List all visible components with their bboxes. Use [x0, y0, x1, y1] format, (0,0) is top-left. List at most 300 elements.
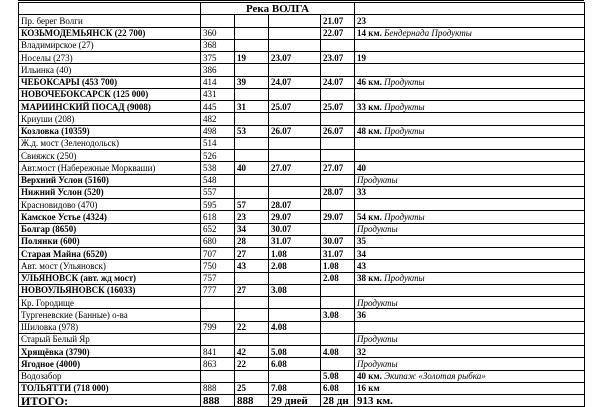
place-name	[21, 200, 97, 210]
note-content: Продукты	[357, 334, 398, 345]
leg-km-cell: 34	[235, 223, 269, 235]
leg-km-cell: 53	[235, 125, 269, 137]
place-name: Старый Белый Яр	[21, 334, 90, 345]
table-row	[19, 370, 585, 382]
arrival-date-cell	[269, 137, 321, 149]
arrival-date-cell: 6.08	[269, 358, 321, 370]
place-name-cell	[19, 382, 201, 394]
table-row	[19, 346, 585, 358]
place-name-cell	[19, 15, 201, 27]
distance-km-cell: 618	[201, 211, 235, 223]
arrival-date-cell: 30.07	[269, 223, 321, 235]
table-row	[19, 125, 585, 137]
place-name: Болгар (8650)	[21, 224, 77, 235]
distance-km-cell	[201, 15, 235, 27]
top-border	[18, 0, 584, 3]
note-cell	[355, 27, 585, 39]
leg-km-cell	[235, 39, 269, 51]
departure-date-cell: 27.07	[321, 162, 355, 174]
place-name: ТОЛЬЯТТИ (718 000)	[21, 383, 109, 394]
note-distance: 14 км.	[357, 28, 385, 39]
leg-km-cell: 57	[235, 199, 269, 211]
note-cell	[355, 382, 585, 394]
table-row	[19, 248, 585, 260]
place-name-cell	[19, 297, 201, 309]
table-row	[19, 64, 585, 76]
table-row	[19, 52, 585, 64]
distance-km-cell: 482	[201, 113, 235, 125]
table-row	[19, 333, 585, 345]
table-row	[19, 39, 585, 51]
place-name-cell	[19, 101, 201, 113]
leg-km-cell	[235, 88, 269, 100]
note-content	[357, 102, 425, 112]
distance-km-cell: 431	[201, 88, 235, 100]
leg-km-cell: 28	[235, 235, 269, 247]
document-page	[18, 0, 584, 407]
note-cell	[355, 333, 585, 345]
note-content	[357, 28, 472, 38]
departure-date-cell: 30.07	[321, 235, 355, 247]
place-name: Ж.д. мост (Зеленодольск)	[21, 138, 119, 149]
place-name-cell	[19, 150, 201, 162]
distance-km-cell: 652	[201, 223, 235, 235]
table-row	[19, 321, 585, 333]
note-cell	[355, 235, 585, 247]
leg-km-cell	[235, 272, 269, 284]
place-name-cell	[19, 76, 201, 88]
table-row	[19, 15, 585, 27]
note-cell	[355, 64, 585, 76]
departure-date-cell: 4.08	[321, 346, 355, 358]
note-cell	[355, 223, 585, 235]
leg-km-cell: 42	[235, 346, 269, 358]
leg-km-cell: 23	[235, 211, 269, 223]
note-cell	[355, 321, 585, 333]
note-cell	[355, 174, 585, 186]
table-row	[19, 113, 585, 125]
leg-km-cell: 31	[235, 101, 269, 113]
underlined-text: Авт.мост (Набережные Моркваши)	[21, 162, 156, 173]
table-row	[19, 101, 585, 113]
departure-date-cell: 2.08	[321, 272, 355, 284]
place-name: МАРИИНСКИЙ ПОСАД (9008)	[21, 101, 151, 112]
departure-date-cell	[321, 199, 355, 211]
arrival-date-cell: 27.07	[269, 162, 321, 174]
table-row	[19, 223, 585, 235]
place-name-cell	[19, 113, 201, 125]
leg-km-cell: 27	[235, 248, 269, 260]
arrival-date-cell	[269, 333, 321, 345]
distance-km-cell	[201, 297, 235, 309]
departure-date-cell	[321, 333, 355, 345]
note-content: 36	[357, 309, 367, 320]
note-cell	[355, 297, 585, 309]
arrival-date-cell: 7.08	[269, 382, 321, 394]
distance-km-cell: 445	[201, 101, 235, 113]
leg-km-cell: 22	[235, 321, 269, 333]
place-name-cell	[19, 64, 201, 76]
place-name-cell	[19, 88, 201, 100]
note-cell	[355, 150, 585, 162]
table-row	[19, 272, 585, 284]
distance-km-cell: 386	[201, 64, 235, 76]
place-name	[21, 53, 73, 63]
distance-km-cell: 360	[201, 27, 235, 39]
leg-km-cell: 27	[235, 284, 269, 296]
departure-date-cell	[321, 223, 355, 235]
place-name	[21, 126, 90, 136]
place-name-cell	[19, 39, 201, 51]
distance-km-cell	[201, 370, 235, 382]
note-cell	[355, 260, 585, 272]
note-content: 33	[357, 187, 367, 198]
distance-km-cell: 680	[201, 235, 235, 247]
place-name-cell	[19, 186, 201, 198]
note-content: Продукты	[357, 358, 398, 369]
place-name-cell	[19, 346, 201, 358]
place-name-cell	[19, 358, 201, 370]
table-row	[19, 27, 585, 39]
place-name: Полянки (600)	[21, 236, 80, 247]
note-cell	[355, 186, 585, 198]
note-content: 19	[357, 52, 367, 63]
place-name-cell	[19, 223, 201, 235]
arrival-date-cell: 28.07	[269, 199, 321, 211]
leg-km-cell: 22	[235, 358, 269, 370]
place-name: Владимирское (27)	[21, 40, 94, 51]
note-distance: 38 км.	[357, 273, 385, 284]
note-cell	[355, 211, 585, 223]
arrival-date-cell: 4.08	[269, 321, 321, 333]
arrival-date-cell	[269, 309, 321, 321]
distance-km-cell: 414	[201, 76, 235, 88]
place-name	[21, 322, 78, 332]
arrival-date-cell	[269, 39, 321, 51]
place-name: Криуши (208)	[21, 113, 75, 124]
note-text: Продукты	[429, 28, 472, 39]
underlined-text: Носелы (273)	[21, 52, 73, 63]
departure-date-cell: 25.07	[321, 101, 355, 113]
total-arrival-date-cell: 29 дней	[269, 395, 321, 407]
leg-km-cell	[235, 174, 269, 186]
distance-km-cell: 375	[201, 52, 235, 64]
departure-date-cell: 29.07	[321, 211, 355, 223]
arrival-date-cell	[269, 297, 321, 309]
note-cell	[355, 76, 585, 88]
departure-date-cell	[321, 174, 355, 186]
distance-km-cell: 750	[201, 260, 235, 272]
table-row	[19, 260, 585, 272]
note-content	[357, 273, 425, 283]
note-content	[357, 371, 486, 381]
place-name-cell	[19, 27, 201, 39]
place-name: Нижний Услон (520)	[21, 187, 104, 198]
arrival-date-cell	[269, 370, 321, 382]
arrival-date-cell: 29.07	[269, 211, 321, 223]
place-name: НОВОЧЕБОКСАРСК (125 000)	[21, 89, 149, 100]
note-content: 43	[357, 260, 367, 271]
total-row	[19, 395, 585, 407]
table-row	[19, 174, 585, 186]
underlined-text: Шиловка (978)	[21, 322, 79, 333]
note-distance: 46 км.	[357, 77, 385, 88]
departure-date-cell	[321, 358, 355, 370]
leg-km-cell	[235, 370, 269, 382]
place-name: Ильинка (40)	[21, 64, 72, 75]
arrival-date-cell	[269, 15, 321, 27]
table-row	[19, 137, 585, 149]
arrival-date-cell: 26.07	[269, 125, 321, 137]
total-note-cell: 913 км.	[355, 395, 585, 407]
leg-km-cell	[235, 186, 269, 198]
note-cell	[355, 272, 585, 284]
place-name-cell	[19, 52, 201, 64]
leg-km-cell	[235, 297, 269, 309]
leg-km-cell	[235, 64, 269, 76]
note-content	[357, 126, 425, 136]
leg-km-cell	[235, 113, 269, 125]
note-cell	[355, 309, 585, 321]
note-cell	[355, 101, 585, 113]
place-name: Старая Майна (6520)	[21, 248, 108, 259]
note-content: Продукты	[357, 175, 398, 186]
distance-km-cell: 841	[201, 346, 235, 358]
departure-date-cell: 26.07	[321, 125, 355, 137]
departure-date-cell: 5.08	[321, 370, 355, 382]
total-label-cell: ИТОГО:	[19, 395, 201, 407]
distance-km-cell: 538	[201, 162, 235, 174]
distance-km-cell	[201, 333, 235, 345]
note-cell	[355, 346, 585, 358]
note-text: Продукты	[384, 211, 425, 222]
arrival-date-cell: 2.08	[269, 260, 321, 272]
place-name-cell	[19, 370, 201, 382]
distance-km-cell: 368	[201, 39, 235, 51]
note-cell	[355, 370, 585, 382]
note-distance: 40 км.	[357, 371, 385, 382]
place-name: НОВОУЛЬЯНОВСК (16033)	[21, 285, 136, 296]
note-text: Экипаж «Золотая рыбка»	[384, 371, 486, 382]
place-name-cell	[19, 272, 201, 284]
note-cell	[355, 358, 585, 370]
departure-date-cell: 21.07	[321, 15, 355, 27]
arrival-date-cell	[269, 113, 321, 125]
table-row	[19, 297, 585, 309]
note-cell	[355, 52, 585, 64]
departure-date-cell: 24.07	[321, 76, 355, 88]
place-name: Ягодное (4000)	[21, 358, 81, 369]
note-place: Бендернада	[384, 28, 430, 39]
title-empty-cell	[19, 3, 201, 15]
note-text: Продукты	[384, 126, 425, 137]
note-content: Продукты	[357, 224, 398, 235]
arrival-date-cell: 31.07	[269, 235, 321, 247]
note-content: 35	[357, 236, 367, 247]
underlined-text: Козловка (10359)	[21, 126, 90, 137]
route-table	[18, 2, 585, 407]
total-distance-km-cell: 888	[201, 395, 235, 407]
note-content: 34	[357, 248, 367, 259]
arrival-date-cell	[269, 150, 321, 162]
departure-date-cell: 28.07	[321, 186, 355, 198]
arrival-date-cell: 25.07	[269, 101, 321, 113]
table-row	[19, 382, 585, 394]
distance-km-cell: 888	[201, 382, 235, 394]
departure-date-cell: 6.08	[321, 382, 355, 394]
distance-km-cell: 757	[201, 272, 235, 284]
table-row	[19, 150, 585, 162]
note-content: 23	[357, 15, 367, 26]
departure-date-cell	[321, 284, 355, 296]
arrival-date-cell: 23.07	[269, 52, 321, 64]
leg-km-cell	[235, 15, 269, 27]
arrival-date-cell	[269, 272, 321, 284]
place-name: Свияжск (250)	[21, 150, 77, 161]
table-row	[19, 199, 585, 211]
total-departure-date-cell: 28 дн	[321, 395, 355, 407]
note-cell	[355, 39, 585, 51]
note-text: Продукты	[384, 101, 425, 112]
table-row	[19, 186, 585, 198]
leg-km-cell	[235, 27, 269, 39]
distance-km-cell: 595	[201, 199, 235, 211]
place-name	[21, 298, 74, 308]
distance-km-cell: 557	[201, 186, 235, 198]
leg-km-cell: 19	[235, 52, 269, 64]
note-content: 40	[357, 162, 367, 173]
departure-date-cell	[321, 137, 355, 149]
note-distance: 54 км.	[357, 211, 385, 222]
place-name: Водозабор	[21, 371, 62, 382]
place-name-cell	[19, 199, 201, 211]
table-title-row	[19, 3, 585, 15]
departure-date-cell: 1.08	[321, 260, 355, 272]
place-name	[21, 163, 155, 173]
distance-km-cell: 514	[201, 137, 235, 149]
place-name-cell	[19, 309, 201, 321]
note-content	[357, 212, 425, 222]
place-name: Авт. мост (Ульяновск)	[21, 260, 106, 271]
departure-date-cell: 3.08	[321, 309, 355, 321]
place-name-cell	[19, 260, 201, 272]
leg-km-cell	[235, 333, 269, 345]
note-content	[357, 77, 425, 87]
table-row	[19, 211, 585, 223]
table-row	[19, 88, 585, 100]
distance-km-cell	[201, 309, 235, 321]
distance-km-cell: 707	[201, 248, 235, 260]
leg-km-cell	[235, 309, 269, 321]
place-name-cell	[19, 211, 201, 223]
note-cell	[355, 15, 585, 27]
note-content: 32	[357, 346, 367, 357]
note-text: Продукты	[384, 273, 425, 284]
distance-km-cell: 498	[201, 125, 235, 137]
distance-km-cell: 548	[201, 174, 235, 186]
place-name: Камское Устье (4324)	[21, 211, 107, 222]
note-cell	[355, 88, 585, 100]
place-name-cell	[19, 333, 201, 345]
departure-date-cell: 22.07	[321, 27, 355, 39]
note-text: Продукты	[384, 77, 425, 88]
title-empty-cell	[355, 3, 585, 15]
place-name-cell	[19, 248, 201, 260]
arrival-date-cell: 5.08	[269, 346, 321, 358]
leg-km-cell	[235, 150, 269, 162]
table-row	[19, 76, 585, 88]
leg-km-cell: 39	[235, 76, 269, 88]
arrival-date-cell	[269, 174, 321, 186]
place-name-cell	[19, 321, 201, 333]
departure-date-cell	[321, 88, 355, 100]
leg-km-cell: 25	[235, 382, 269, 394]
note-cell	[355, 125, 585, 137]
table-row	[19, 358, 585, 370]
note-distance: 48 км.	[357, 126, 385, 137]
underlined-text: Кр. Городище	[21, 297, 74, 308]
distance-km-cell: 777	[201, 284, 235, 296]
note-distance: 33 км.	[357, 101, 385, 112]
note-cell	[355, 199, 585, 211]
place-name: ЧЕБОКСАРЫ (453 700)	[21, 77, 118, 88]
table-row	[19, 162, 585, 174]
arrival-date-cell	[269, 186, 321, 198]
place-name-cell	[19, 284, 201, 296]
distance-km-cell: 863	[201, 358, 235, 370]
departure-date-cell	[321, 297, 355, 309]
note-cell	[355, 137, 585, 149]
arrival-date-cell: 3.08	[269, 284, 321, 296]
underlined-text: Хрящёвка (3790)	[21, 346, 90, 357]
departure-date-cell	[321, 39, 355, 51]
leg-km-cell	[235, 137, 269, 149]
place-name-cell	[19, 137, 201, 149]
arrival-date-cell: 1.08	[269, 248, 321, 260]
leg-km-cell: 40	[235, 162, 269, 174]
leg-km-cell: 43	[235, 260, 269, 272]
departure-date-cell: 31.07	[321, 248, 355, 260]
place-name-cell	[19, 125, 201, 137]
arrival-date-cell	[269, 64, 321, 76]
place-name: КОЗЬМОДЕМЬЯНСК (22 700)	[21, 28, 146, 39]
place-name: Верхний Услон (5160)	[21, 175, 109, 186]
departure-date-cell: 23.07	[321, 52, 355, 64]
place-name: Тургеневские (Банные) о-ва	[21, 309, 128, 320]
table-row	[19, 284, 585, 296]
place-name-cell	[19, 174, 201, 186]
note-cell	[355, 162, 585, 174]
note-content: Продукты	[357, 297, 398, 308]
distance-km-cell: 799	[201, 321, 235, 333]
arrival-date-cell	[269, 27, 321, 39]
departure-date-cell	[321, 321, 355, 333]
table-row	[19, 235, 585, 247]
note-content: 16 км	[357, 383, 380, 394]
table-title: Река ВОЛГА	[201, 3, 355, 15]
arrival-date-cell: 24.07	[269, 76, 321, 88]
note-cell	[355, 113, 585, 125]
place-name: УЛЬЯНОВСК (авт. жд мост)	[21, 273, 137, 284]
place-name: Пр. берег Волги	[21, 15, 83, 26]
departure-date-cell	[321, 64, 355, 76]
table-row	[19, 309, 585, 321]
underlined-text: Красновидово (470)	[21, 199, 98, 210]
departure-date-cell	[321, 150, 355, 162]
place-name-cell	[19, 235, 201, 247]
place-name	[21, 347, 90, 357]
departure-date-cell	[321, 113, 355, 125]
